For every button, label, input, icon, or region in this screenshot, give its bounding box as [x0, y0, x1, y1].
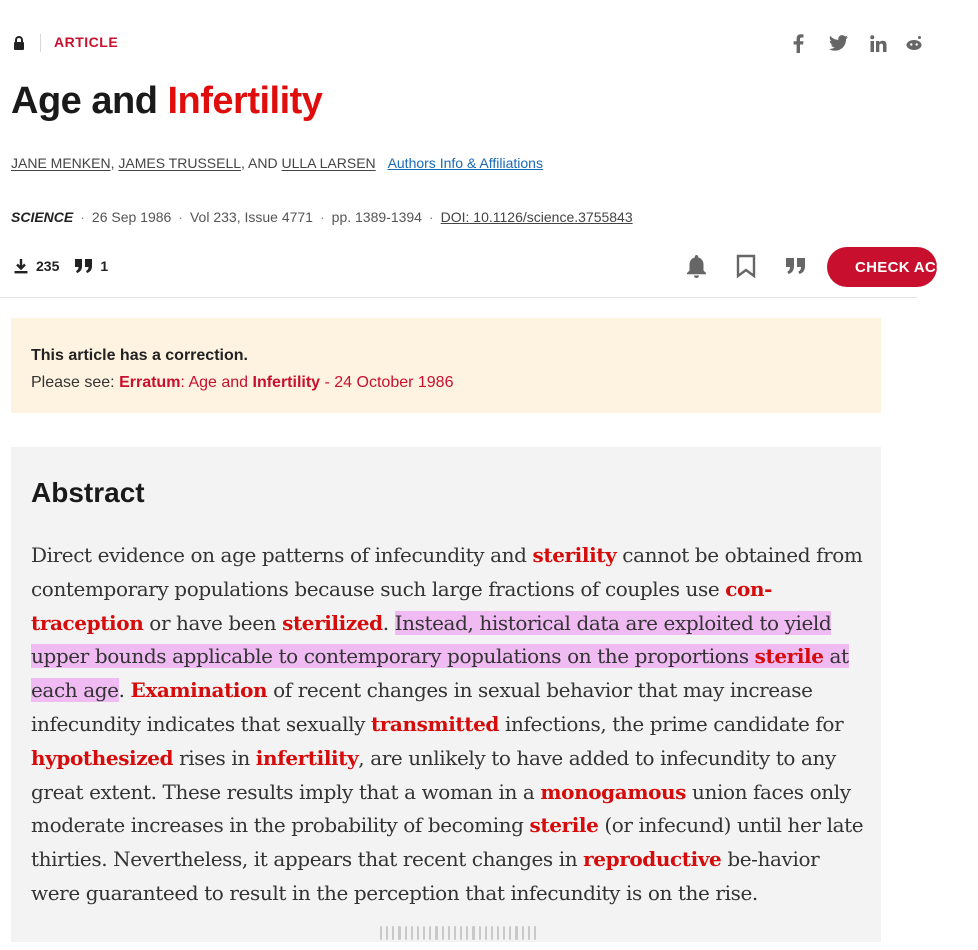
header-divider: [0, 297, 917, 298]
linkedin-icon[interactable]: [868, 32, 888, 54]
meta-separator: ·: [80, 209, 85, 225]
abstract-section: [11, 447, 881, 942]
publication-meta: [11, 209, 633, 225]
publication-date: 26 Sep 1986: [91, 209, 172, 225]
article-topbar: [0, 30, 917, 56]
correction-body: [31, 369, 861, 396]
downloads-metric[interactable]: [13, 258, 59, 274]
abstract-text-run: of recent changes in sexual behavior that may increase infecundity indicates that sexually: [31, 678, 813, 736]
volume-issue[interactable]: Vol 233, Issue 4771: [189, 209, 313, 225]
author-separator: ,: [110, 155, 119, 171]
meta-separator: ·: [178, 209, 183, 225]
author-link[interactable]: JAMES TRUSSELL: [118, 155, 242, 171]
abstract-text-run: .: [118, 678, 131, 703]
cite-icon[interactable]: [786, 252, 806, 280]
abstract-keyword: sterile: [754, 644, 824, 669]
abstract-text-run: , are unlikely to have added to infecundity to any great extent. These results imply that a woman in a: [31, 745, 836, 804]
article-type-label: ARTICLE: [54, 34, 119, 50]
abstract-keyword: sterility: [532, 543, 617, 567]
bookmark-icon[interactable]: [736, 252, 756, 280]
page-range: pp. 1389-1394: [331, 209, 422, 225]
abstract-text-run: union faces only moderate increases in the probability of becoming: [31, 779, 851, 838]
author-link[interactable]: ULLA LARSEN: [281, 155, 376, 171]
abstract-keyword: Examination: [130, 678, 268, 703]
article-title: [11, 80, 322, 123]
citations-metric[interactable]: [75, 258, 108, 274]
abstract-text-run: Instead, historical data are exploited to yield upper bounds applicable to contemporary populations on the proportions: [31, 610, 832, 669]
article-metrics: [13, 256, 124, 276]
abstract-keyword: transmitted: [370, 711, 500, 736]
check-access-label: CHECK ACCESS: [855, 258, 978, 276]
doi-link[interactable]: DOI: 10.1126/science.3755843: [440, 209, 633, 225]
abstract-keyword: monogamous: [540, 779, 687, 804]
reddit-icon[interactable]: [905, 32, 919, 54]
title-part1: Age and: [11, 80, 168, 122]
scroll-indicator[interactable]: [380, 926, 536, 940]
authors-info-link[interactable]: Authors Info & Affiliations: [387, 155, 543, 171]
journal-name[interactable]: SCIENCE: [11, 209, 74, 225]
meta-separator: ·: [428, 209, 434, 225]
title-part2: Infertility: [167, 80, 323, 122]
downloads-count: 235: [36, 258, 60, 274]
correction-heading: This article has a correction.: [31, 347, 248, 364]
abstract-text-run: be-havior were guaranteed to result in the perception that infecundity is on the rise.: [31, 847, 820, 905]
author-list: [11, 155, 543, 171]
download-icon: [13, 258, 29, 274]
abstract-keyword: sterilized: [282, 610, 383, 635]
topbar-divider: [40, 34, 41, 52]
twitter-icon[interactable]: [828, 32, 848, 54]
abstract-keyword: hypothesized: [31, 745, 174, 770]
facebook-icon[interactable]: [790, 32, 806, 54]
erratum-link[interactable]: Erratum: Age and Infertility - 24 October 1986: [119, 374, 454, 391]
quote-icon: [75, 259, 93, 273]
author-separator: , AND: [241, 155, 282, 171]
correction-prefix: Please see:: [31, 374, 120, 391]
bell-icon[interactable]: [685, 252, 708, 280]
meta-separator: ·: [319, 209, 325, 225]
abstract-keyword: sterile: [529, 813, 599, 838]
abstract-text-run: Direct evidence on age patterns of infecundity and: [31, 543, 533, 567]
citations-count: 1: [100, 258, 109, 274]
abstract-keyword: infertility: [255, 745, 359, 770]
abstract-text-run: rises in: [173, 745, 256, 770]
abstract-text-run: cannot be obtained from contemporary populations because such large fractions of couples use: [31, 543, 863, 601]
abstract-text-run: infections, the prime candidate for: [499, 711, 844, 736]
correction-notice: [11, 318, 881, 413]
lock-icon: [12, 36, 26, 50]
author-link[interactable]: JANE MENKEN: [11, 155, 111, 171]
abstract-keyword: reproductive: [583, 847, 722, 872]
abstract-text: [31, 539, 871, 911]
abstract-text-run: at each age: [31, 644, 849, 703]
abstract-text-run: or have been: [143, 610, 283, 635]
check-access-button[interactable]: [827, 247, 978, 287]
abstract-text-run: (or infecund) until her late thirties. Nevertheless, it appears that recent changes in: [31, 813, 864, 872]
abstract-heading: Abstract: [31, 477, 145, 508]
abstract-text-run: .: [382, 610, 395, 635]
abstract-keyword: con-traception: [31, 576, 773, 635]
